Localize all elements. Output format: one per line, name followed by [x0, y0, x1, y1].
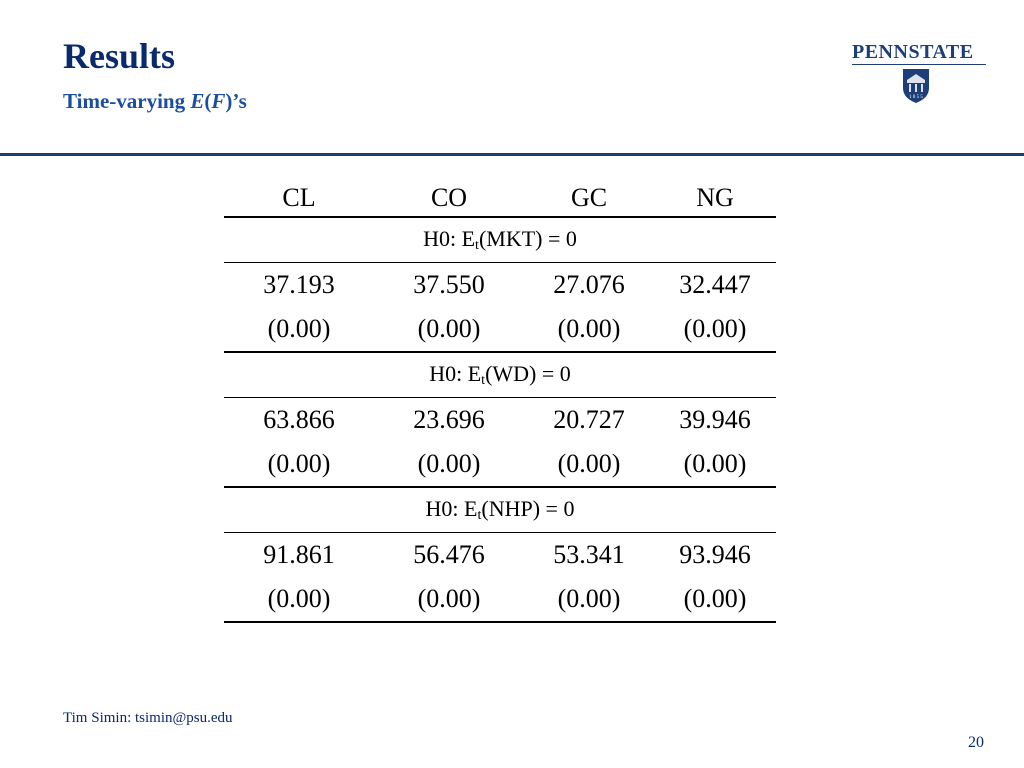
- table-cell: (0.00): [557, 584, 621, 613]
- section-label-row: [224, 218, 776, 262]
- subtitle-f: F: [211, 89, 226, 113]
- title-rule: [0, 153, 1024, 156]
- table-cell: 20.727: [553, 405, 625, 434]
- table-cell: (0.00): [417, 314, 481, 343]
- section-label: H0: $E_t(MKT) = 0$: [423, 225, 577, 253]
- table-cell: (0.00): [557, 449, 621, 478]
- table-row: [224, 398, 776, 442]
- table-cell: 91.861: [263, 540, 335, 569]
- slide-subtitle: [63, 91, 247, 112]
- table-cell: (0.00): [557, 314, 621, 343]
- table-row: [224, 533, 776, 577]
- subtitle-open: (: [204, 89, 212, 113]
- logo-line: [852, 64, 986, 65]
- table-cell: (0.00): [683, 584, 747, 613]
- footer-author: Tim Simin: tsimin@psu.edu: [63, 710, 233, 726]
- table-cell: 56.476: [413, 540, 485, 569]
- table-cell: 39.946: [679, 405, 751, 434]
- table-cell: 93.946: [679, 540, 751, 569]
- subtitle-prefix: Time-varying: [63, 89, 191, 113]
- subtitle-e: E: [190, 89, 205, 113]
- table-cell: 37.193: [263, 270, 335, 299]
- pennstate-logo: [852, 42, 992, 108]
- table-cell: 23.696: [413, 405, 485, 434]
- section-label-row: [224, 353, 776, 397]
- table-cell: 63.866: [263, 405, 335, 434]
- section-label: H0: $E_t(WD) = 0$: [429, 360, 571, 388]
- page-number: 20: [968, 734, 984, 751]
- logo-text: PENNSTATE: [852, 41, 974, 63]
- results-table: [224, 180, 776, 623]
- shield-icon: [902, 68, 930, 104]
- column-header: GC: [570, 183, 608, 212]
- table-cell: 27.076: [553, 270, 625, 299]
- slide-title: Results: [63, 36, 176, 76]
- table-cell: (0.00): [267, 449, 331, 478]
- section-label-row: [224, 488, 776, 532]
- table-cell: (0.00): [417, 449, 481, 478]
- table-rule: [224, 621, 776, 623]
- table-cell: 53.341: [553, 540, 625, 569]
- section-label: H0: $E_t(NHP) = 0$: [425, 495, 575, 523]
- table-cell: (0.00): [683, 314, 747, 343]
- subtitle-suffix: )’s: [225, 89, 247, 113]
- table-cell: (0.00): [417, 584, 481, 613]
- table-header-row: [224, 180, 776, 216]
- table-row: [224, 307, 776, 351]
- table-cell: (0.00): [683, 449, 747, 478]
- table-cell: 32.447: [679, 270, 751, 299]
- column-header: CO: [430, 183, 468, 212]
- column-header: NG: [696, 183, 734, 212]
- table-cell: (0.00): [267, 314, 331, 343]
- column-header: CL: [282, 183, 316, 212]
- table-row: [224, 263, 776, 307]
- table-row: [224, 577, 776, 621]
- table-row: [224, 442, 776, 486]
- table-cell: 37.550: [413, 270, 485, 299]
- logo-year: 1 8 5 5: [909, 95, 923, 100]
- table-cell: (0.00): [267, 584, 331, 613]
